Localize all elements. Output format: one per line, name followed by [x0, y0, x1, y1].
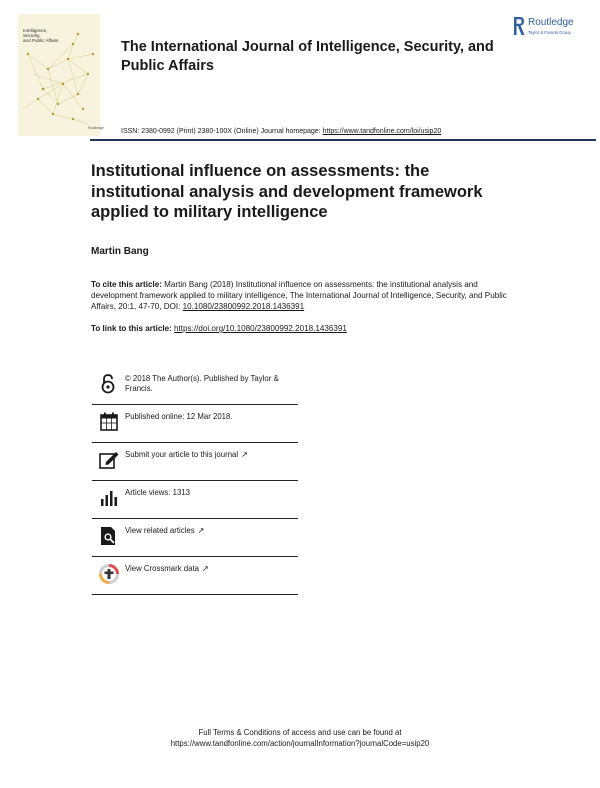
citation-doi-link[interactable]: 10.1080/23800992.2018.1436391 [182, 302, 305, 311]
cover-publisher: Routledge [88, 126, 104, 130]
citation-text: Martin Bang (2018) Institutional influence on assessments: the institutional analysis and development framework applied to military intelligence, The International Journal of Intelligence, Security, and Public Affairs, 20:1, 47-70, DOI: [91, 280, 507, 311]
article-link-line [91, 324, 347, 333]
info-item-license [92, 367, 298, 405]
submit-article-link[interactable]: Submit your article to this journal ↗ [125, 450, 248, 459]
external-link-icon: ↗ [197, 526, 205, 535]
issn-text: ISSN: 2380-0992 (Print) 2380-100X (Online) Journal homepage: [121, 128, 323, 135]
info-item-submit[interactable] [92, 443, 298, 481]
article-title: Institutional influence on assessments: the institutional analysis and development framework applied to military intelligence [91, 162, 483, 221]
open-access-icon [98, 373, 120, 395]
article-doi-url-link[interactable]: https://doi.org/10.1080/23800992.2018.1436391 [174, 324, 347, 333]
bar-chart-icon [98, 487, 120, 509]
info-item-crossmark[interactable] [92, 557, 298, 595]
external-link-icon: ↗ [241, 450, 248, 459]
citation-label: To cite this article: [91, 280, 162, 289]
link-label: To link to this article: [91, 324, 175, 333]
issn-line [121, 128, 441, 135]
article-author: Martin Bang [91, 246, 149, 257]
citation-block [91, 279, 521, 312]
crossmark-data-link[interactable]: View Crossmark data ↗ [125, 564, 209, 573]
info-item-published [92, 405, 298, 443]
info-item-views [92, 481, 298, 519]
article-views-text: Article views: 1313 [125, 488, 191, 497]
calendar-icon [98, 411, 120, 433]
header-divider [90, 139, 596, 141]
routledge-logo-icon [512, 15, 526, 37]
terms-line: Full Terms & Conditions of access and use can be found at [198, 728, 402, 737]
terms-url-link[interactable]: https://www.tandfonline.com/action/journalInformation?journalCode=usip20 [170, 739, 430, 748]
related-articles-link[interactable]: View related articles ↗ [125, 526, 205, 535]
edit-icon [98, 449, 120, 471]
journal-title: The International Journal of Intelligence, Security, and Public Affairs [121, 39, 494, 74]
info-item-related[interactable] [92, 519, 298, 557]
routledge-logo-name: Routledge [528, 17, 574, 28]
article-info-list [92, 367, 298, 595]
external-link-icon: ↗ [201, 564, 209, 573]
cover-title: Intelligence, Security, and Public Affairs [23, 28, 59, 44]
routledge-logo-tagline: Taylor & Francis Group [528, 30, 571, 35]
routledge-logo[interactable] [512, 15, 592, 39]
terms-footer [0, 727, 600, 749]
crossmark-icon [98, 563, 120, 585]
journal-cover [18, 14, 104, 136]
journal-homepage-link[interactable]: https://www.tandfonline.com/loi/usip20 [322, 128, 442, 135]
published-date-text: Published online: 12 Mar 2018. [125, 412, 233, 421]
license-text: © 2018 The Author(s). Published by Taylor & Francis. [125, 374, 279, 393]
search-document-icon [98, 525, 120, 547]
